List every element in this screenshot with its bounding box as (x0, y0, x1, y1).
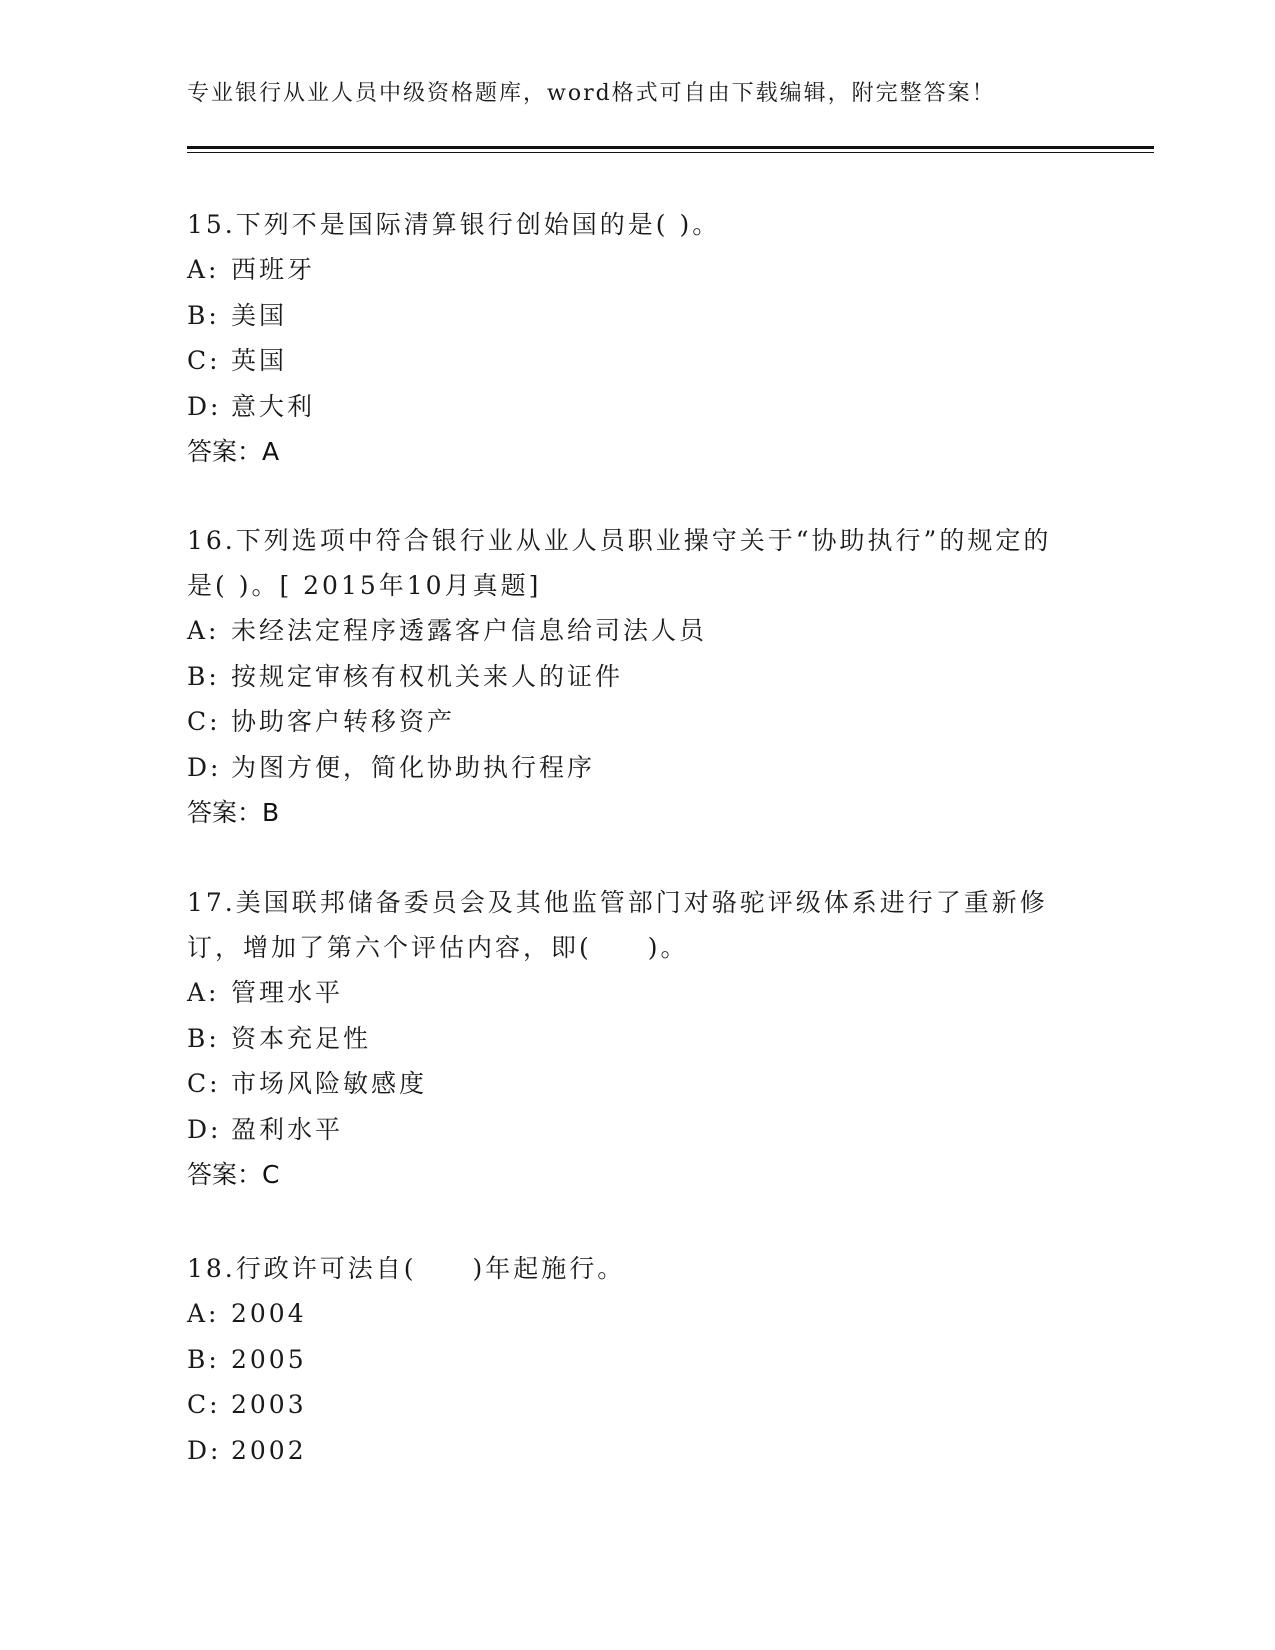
option-letter: D: (187, 1435, 222, 1465)
question-17 (187, 880, 1077, 1197)
header-divider-thin (187, 152, 1154, 153)
option-letter: D: (187, 1114, 222, 1144)
option-a (187, 1291, 1077, 1337)
option-b (187, 654, 1077, 700)
question-stem: 16.下列选项中符合银行业从业人员职业操守关于“协助执行”的规定的是( )。[ 2015年10月真题] (187, 526, 1052, 600)
option-a (187, 247, 1077, 293)
option-text: 西班牙 (231, 255, 316, 284)
option-a (187, 608, 1077, 654)
page-header: 专业银行从业人员中级资格题库，word格式可自由下载编辑，附完整答案！ (187, 81, 996, 106)
option-d (187, 1107, 1077, 1153)
option-c (187, 1382, 1077, 1428)
option-text: 英国 (231, 346, 288, 375)
option-text: 盈利水平 (231, 1114, 344, 1144)
question-stem: 15.下列不是国际清算银行创始国的是( )。 (187, 210, 721, 239)
option-text: 2003 (231, 1390, 307, 1419)
option-d (187, 1428, 1077, 1474)
option-letter: A: (187, 255, 220, 284)
option-letter: A: (187, 616, 220, 645)
option-letter: C: (187, 1069, 221, 1098)
option-text: 未经法定程序透露客户信息给司法人员 (231, 616, 708, 645)
option-letter: C: (187, 1390, 221, 1419)
option-text: 2002 (231, 1435, 307, 1465)
answer-line: 答案：C (187, 1160, 280, 1189)
option-letter: B: (187, 300, 220, 330)
option-letter: D: (187, 752, 222, 782)
question-16 (187, 518, 1077, 835)
option-letter: A: (187, 1299, 220, 1328)
option-letter: C: (187, 707, 221, 736)
option-c (187, 338, 1077, 384)
option-letter: B: (187, 1344, 220, 1374)
answer-line: 答案：A (187, 437, 280, 466)
option-text: 2004 (231, 1299, 307, 1328)
header-divider-thick (187, 146, 1154, 149)
option-text: 意大利 (231, 391, 316, 421)
question-stem: 18.行政许可法自( )年起施行。 (187, 1254, 626, 1283)
option-c (187, 1061, 1077, 1107)
option-a (187, 970, 1077, 1016)
option-b (187, 1016, 1077, 1062)
option-text: 资本充足性 (231, 1023, 372, 1053)
option-text: 按规定审核有权机关来人的证件 (231, 661, 624, 691)
option-d (187, 745, 1077, 791)
option-text: 管理水平 (231, 978, 344, 1007)
question-15 (187, 202, 1077, 474)
option-text: 美国 (231, 300, 288, 330)
option-letter: B: (187, 1023, 220, 1053)
option-text: 协助客户转移资产 (231, 707, 456, 736)
option-d (187, 384, 1077, 430)
question-18 (187, 1246, 1077, 1473)
answer-line: 答案：B (187, 798, 280, 827)
option-letter: C: (187, 346, 221, 375)
option-letter: B: (187, 661, 220, 691)
question-stem: 17.美国联邦储备委员会及其他监管部门对骆驼评级体系进行了重新修订，增加了第六个评估内容，即( )。 (187, 888, 1048, 962)
option-text: 2005 (231, 1344, 307, 1374)
option-text: 市场风险敏感度 (231, 1069, 428, 1098)
option-c (187, 699, 1077, 745)
option-letter: A: (187, 978, 220, 1007)
option-letter: D: (187, 391, 222, 421)
option-b (187, 1337, 1077, 1383)
option-text: 为图方便，简化协助执行程序 (231, 752, 596, 782)
option-b (187, 293, 1077, 339)
